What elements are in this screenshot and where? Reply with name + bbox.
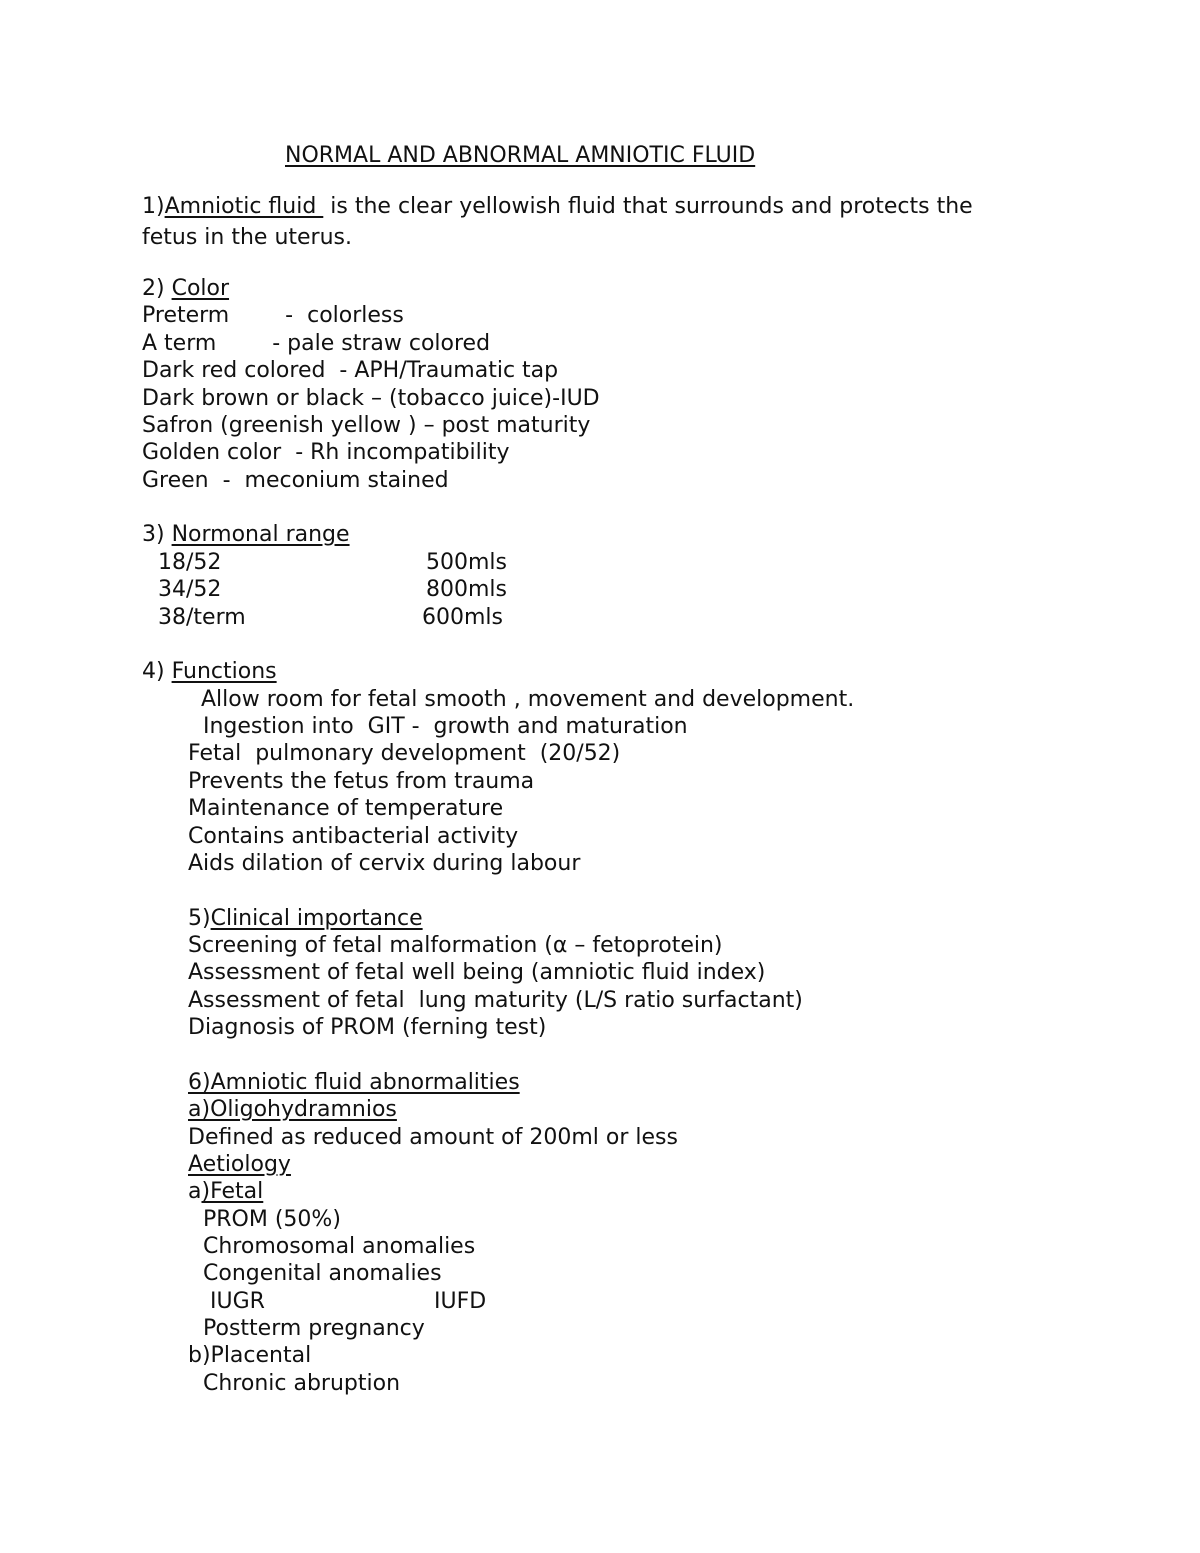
fetal-cause: IUGR [210,1289,265,1314]
fetal-cause: Congenital anomalies [203,1261,442,1286]
list-letter: a [188,1179,202,1204]
section-number: 1) [142,194,165,219]
defined-term: Amniotic fluid [164,194,324,219]
section-number: 3) [142,522,172,547]
definition-text: is the clear yellowish fluid that surrounds and protects the [323,194,973,219]
fetal-cause: Postterm pregnancy [203,1316,425,1341]
range-volume: 600mls [422,605,503,630]
section-heading: Clinical importance [210,906,423,931]
abnormalities-heading: 6)Amniotic fluid abnormalities [188,1070,520,1095]
aetiology-heading: Aetiology [188,1152,291,1177]
definition-line-2: fetus in the uterus. [142,225,352,250]
color-item: A term - pale straw colored [142,331,491,356]
range-age: 38/term [158,605,246,630]
range-volume: 500mls [426,550,507,575]
function-item: Contains antibacterial activity [188,824,519,849]
fetal-heading [188,1178,263,1206]
color-heading [142,275,229,303]
fetal-cause: IUFD [434,1289,487,1314]
color-item: Preterm - colorless [142,303,404,328]
range-volume: 800mls [426,577,507,602]
clinical-item: Diagnosis of PROM (ferning test) [188,1015,547,1040]
fetal-cause: Chromosomal anomalies [203,1234,476,1259]
page-title: NORMAL AND ABNORMAL AMNIOTIC FLUID [285,143,756,168]
range-heading [142,521,350,549]
oligohydramnios-heading: a)Oligohydramnios [188,1097,397,1122]
function-item: Fetal pulmonary development (20/52) [188,741,621,766]
functions-heading [142,658,277,686]
color-item: Golden color - Rh incompatibility [142,440,510,465]
color-item: Dark red colored - APH/Traumatic tap [142,358,559,383]
section-heading: Normonal range [171,522,350,547]
section-heading: Color [171,276,230,301]
color-item: Green - meconium stained [142,468,449,493]
color-item: Safron (greenish yellow ) – post maturity [142,413,591,438]
function-item: Aids dilation of cervix during labour [188,851,581,876]
fetal-cause: PROM (50%) [203,1207,341,1232]
range-age: 34/52 [158,577,222,602]
placental-cause: Chronic abruption [203,1371,401,1396]
clinical-item: Assessment of fetal lung maturity (L/S ratio surfactant) [188,988,803,1013]
oligohydramnios-definition: Defined as reduced amount of 200ml or less [188,1125,678,1150]
range-age: 18/52 [158,550,222,575]
section-number: 4) [142,659,172,684]
placental-heading: b)Placental [188,1343,312,1368]
function-item: Maintenance of temperature [188,796,504,821]
clinical-item: Screening of fetal malformation (α – fetoprotein) [188,933,723,958]
function-item: Allow room for fetal smooth , movement and development. [201,687,855,712]
color-item: Dark brown or black – (tobacco juice)-IUD [142,386,600,411]
clinical-item: Assessment of fetal well being (amniotic fluid index) [188,960,766,985]
definition-line [142,193,973,221]
function-item: Prevents the fetus from trauma [188,769,535,794]
section-number: 2) [142,276,172,301]
section-heading: Functions [171,659,277,684]
section-number: 5) [188,906,211,931]
function-item: Ingestion into GIT - growth and maturation [203,714,688,739]
fetal-label: )Fetal [201,1179,264,1204]
clinical-heading [188,905,423,933]
